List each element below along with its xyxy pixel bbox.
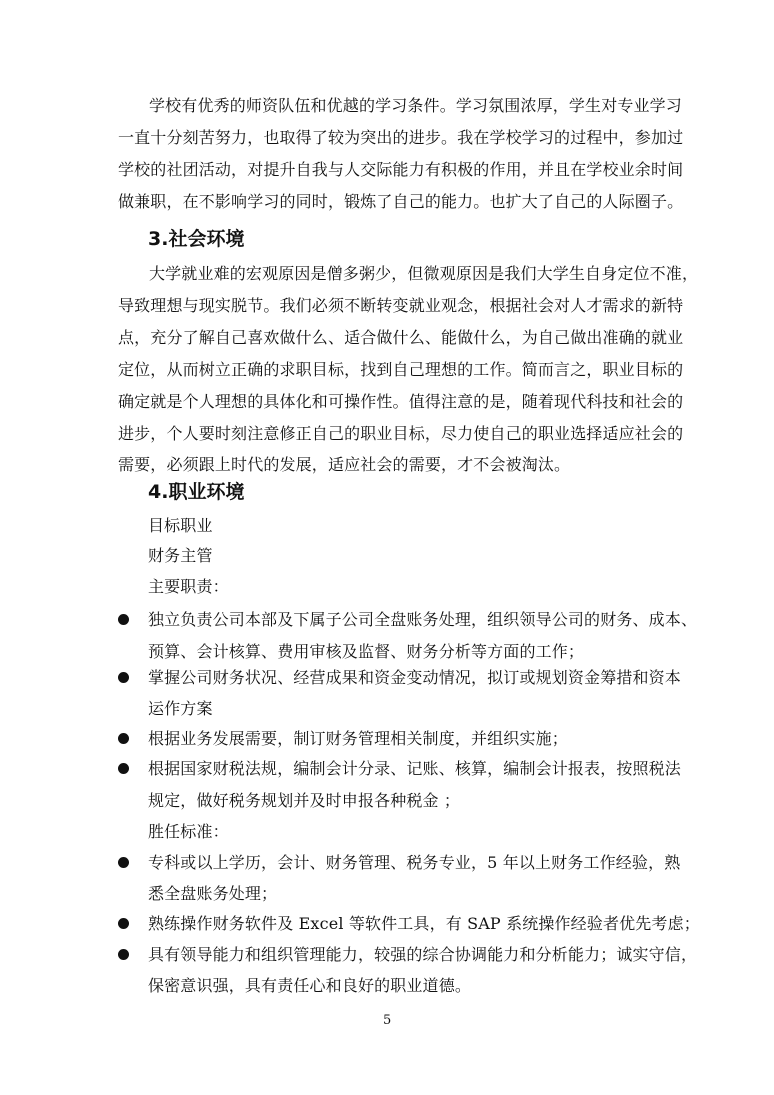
list-item-text: 具有领导能力和组织管理能力，较强的综合协调能力和分析能力；诚实守信， xyxy=(148,945,698,964)
section-heading-social-environment: 3.社会环境 xyxy=(148,228,245,250)
list-item-text: 独立负责公司本部及下属子公司全盘账务处理，组织领导公司的财务、成本、 xyxy=(148,610,698,629)
text-line: 学校有优秀的师资队伍和优越的学习条件。学习氛围浓厚，学生对专业学习 xyxy=(149,96,682,115)
duties-label: 主要职责： xyxy=(148,577,229,596)
bullet-icon xyxy=(118,733,129,744)
list-item-text: 根据国家财税法规，编制会计分录、记账、核算，编制会计报表，按照税法 xyxy=(148,759,681,778)
list-item-text: 熟练操作财务软件及 Excel 等软件工具，有 SAP 系统操作经验者优先考虑； xyxy=(148,914,700,933)
list-item-text: 专科或以上学历，会计、财务管理、税务专业，5 年以上财务工作经验，熟 xyxy=(148,853,681,872)
text-line: 学校的社团活动，对提升自我与人交际能力有积极的作用，并且在学校业余时间 xyxy=(118,160,684,179)
bullet-icon xyxy=(118,614,129,625)
bullet-icon xyxy=(118,763,129,774)
text-line: 点，充分了解自己喜欢做什么、适合做什么、能做什么，为自己做出准确的就业 xyxy=(118,328,684,347)
text-line: 定位，从而树立正确的求职目标，找到自己理想的工作。简而言之，职业目标的 xyxy=(118,360,684,379)
qualifications-label: 胜任标准： xyxy=(148,822,229,841)
text-line: 导致理想与现实脱节。我们必须不断转变就业观念，根据社会对人才需求的新特 xyxy=(118,296,684,315)
bullet-icon xyxy=(118,949,129,960)
list-item-text: 保密意识强，具有责任心和良好的职业道德。 xyxy=(148,976,472,995)
text-line: 做兼职，在不影响学习的同时，锻炼了自己的能力。也扩大了自己的人际圈子。 xyxy=(118,192,684,211)
list-item-text: 悉全盘账务处理； xyxy=(148,884,278,903)
bullet-icon xyxy=(118,918,129,929)
target-career-label: 目标职业 xyxy=(148,516,213,535)
section-heading-career-environment: 4.职业环境 xyxy=(148,481,245,503)
list-item-text: 运作方案 xyxy=(148,699,213,718)
list-item-text: 预算、会计核算、费用审核及监督、财务分析等方面的工作； xyxy=(148,642,585,661)
list-item-text: 掌握公司财务状况、经营成果和资金变动情况，拟订或规划资金筹措和资本 xyxy=(148,668,681,687)
text-line: 一直十分刻苦努力，也取得了较为突出的进步。我在学校学习的过程中，参加过 xyxy=(118,128,684,147)
bullet-icon xyxy=(118,672,129,683)
list-item-text: 规定，做好税务规划并及时申报各种税金 ； xyxy=(148,791,461,810)
text-line: 大学就业难的宏观原因是僧多粥少，但微观原因是我们大学生自身定位不准， xyxy=(149,264,699,283)
target-career-value: 财务主管 xyxy=(148,546,213,565)
text-line: 进步，个人要时刻注意修正自己的职业目标，尽力使自己的职业选择适应社会的 xyxy=(118,424,684,443)
text-line: 确定就是个人理想的具体化和可操作性。值得注意的是，随着现代科技和社会的 xyxy=(118,392,684,411)
list-item-text: 根据业务发展需要，制订财务管理相关制度，并组织实施； xyxy=(148,729,568,748)
bullet-icon xyxy=(118,857,129,868)
text-line: 需要，必须跟上时代的发展，适应社会的需要，才不会被淘汰。 xyxy=(118,455,571,474)
page-number: 5 xyxy=(383,1013,392,1028)
